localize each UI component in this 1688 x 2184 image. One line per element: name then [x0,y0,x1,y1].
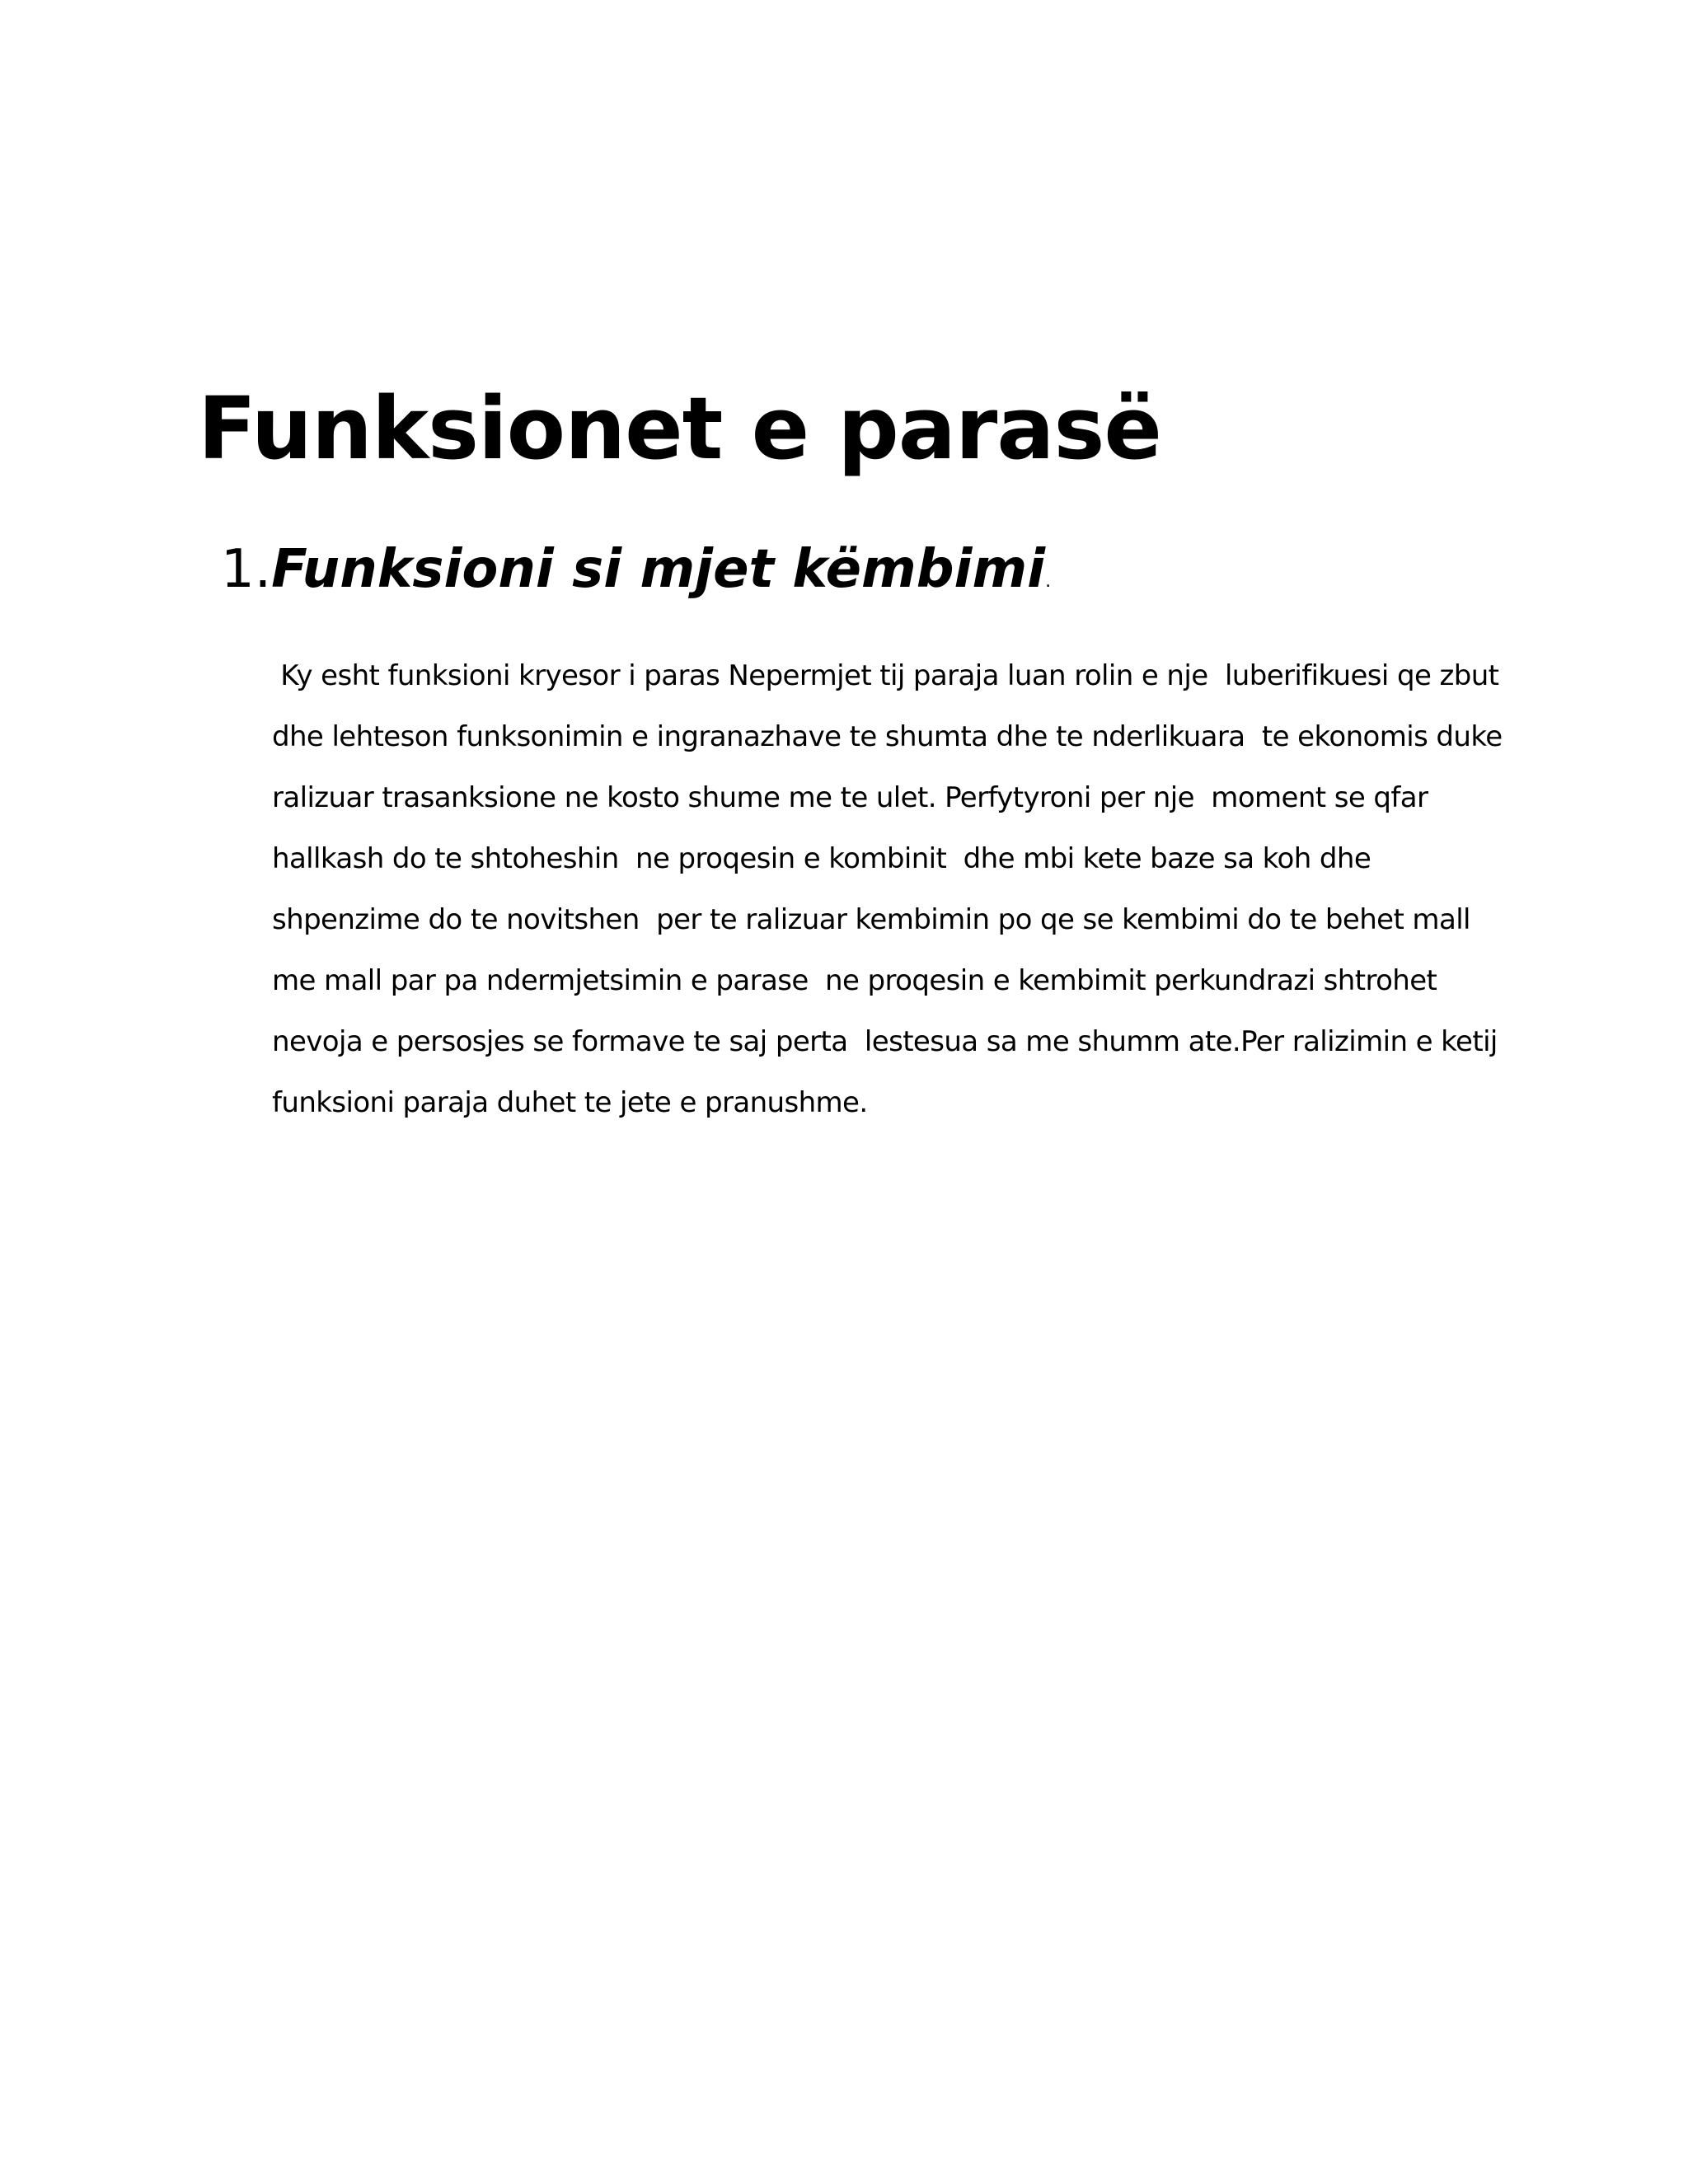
section-number: 1. [221,539,272,600]
body-line: nevoja e persosjes se formave te saj perta lestesua sa me shumm ate.Per ralizimin e ketij [272,1025,1498,1058]
body-line: me mall par pa ndermjetsimin e parase ne proqesin e kembimit perkundrazi shtrohet [272,964,1437,997]
section-heading-dot: . [1045,571,1052,592]
body-line: shpenzime do te novitshen per te ralizuar kembimin po qe se kembimi do te behet mall [272,903,1470,936]
body-line: ralizuar trasanksione ne kosto shume me te ulet. Perfytyroni per nje moment se qfar [272,781,1428,814]
section-heading [221,534,1051,617]
body-line: hallkash do te shtoheshin ne proqesin e kombinit dhe mbi kete baze sa koh dhe [272,842,1372,875]
body-line: dhe lehteson funksonimin e ingranazhave te shumta dhe te nderlikuara te ekonomis duke [272,720,1503,753]
section-heading-text: Funksioni si mjet këmbimi [271,539,1046,600]
body-line: funksioni paraja duhet te jete e pranushme. [272,1086,868,1119]
document-title: Funksionet e parasë [198,378,1161,479]
body-line: Ky esht funksioni kryesor i paras Nepermjet tij paraja luan rolin e nje luberifikuesi qe zbut [272,659,1499,692]
body-paragraph [272,645,1525,1133]
